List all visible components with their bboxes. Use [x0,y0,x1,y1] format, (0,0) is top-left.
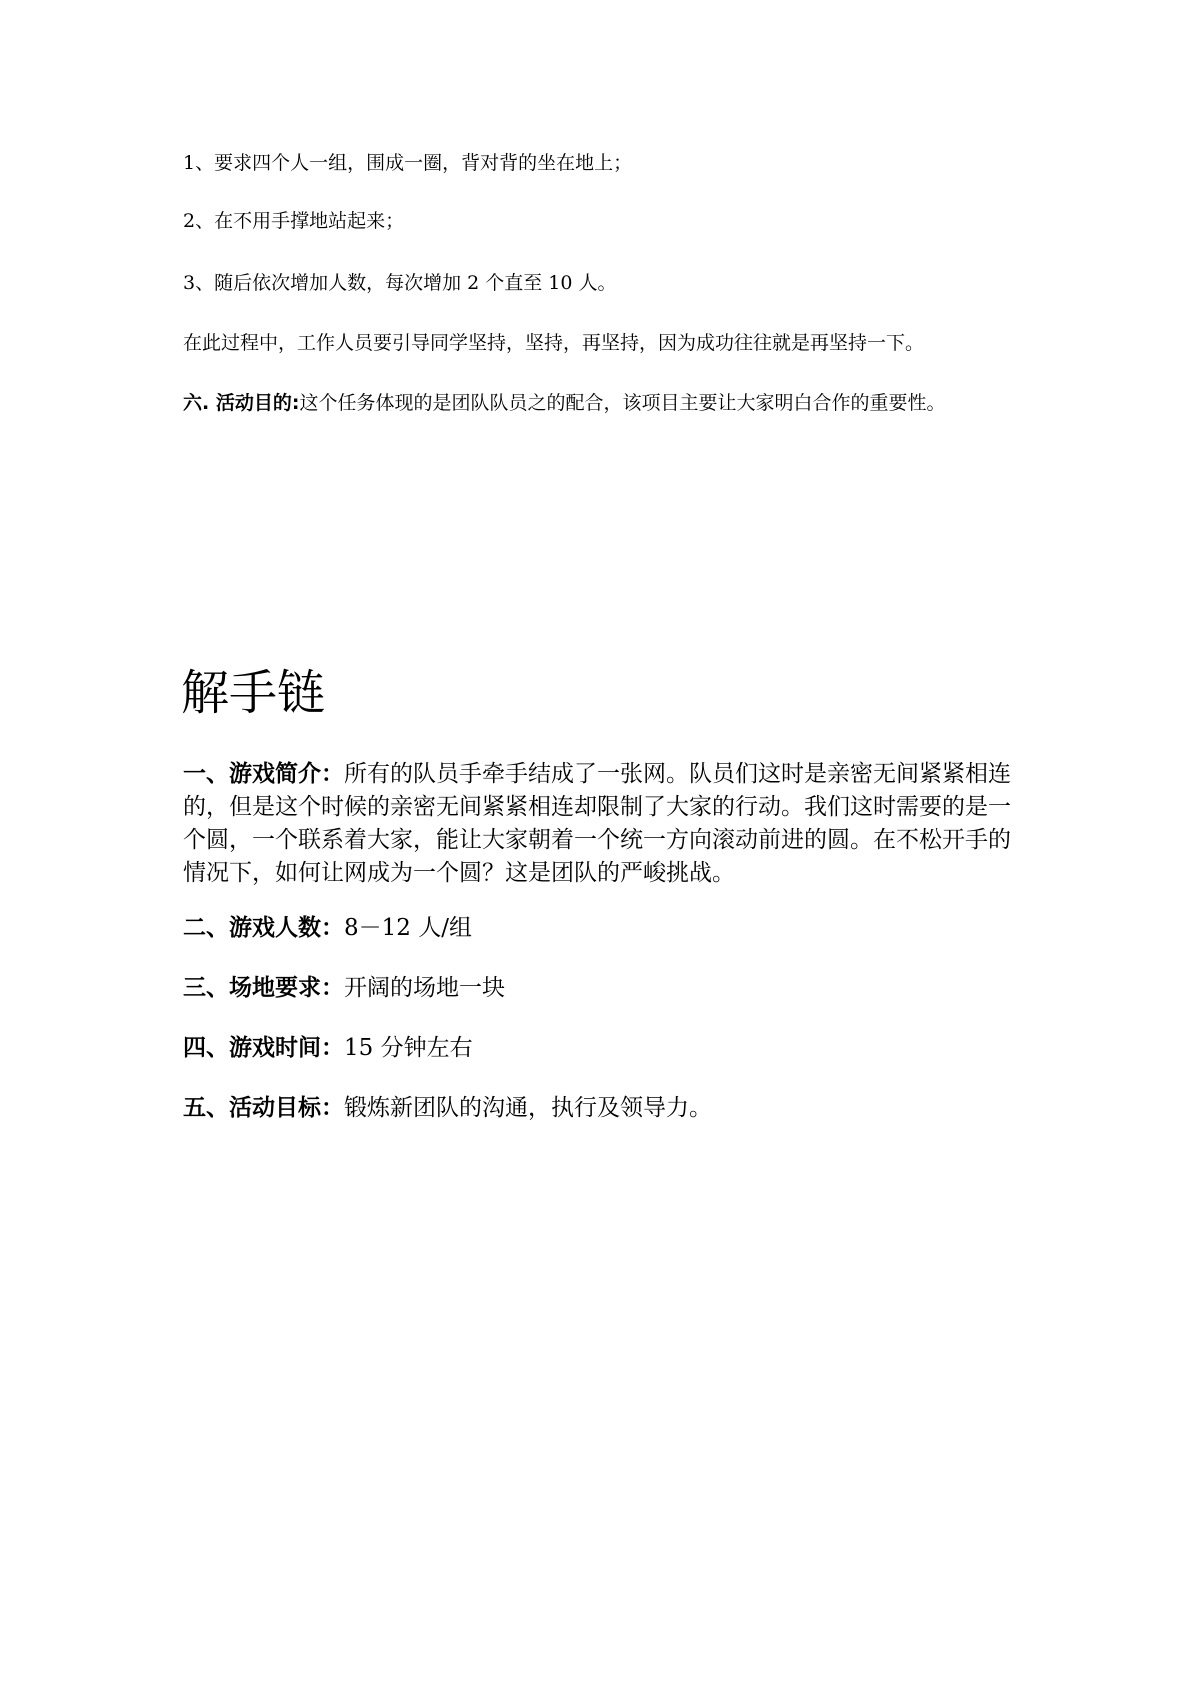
goal-text: 锻炼新团队的沟通，执行及领导力。 [344,1095,712,1121]
time-text: 15 分钟左右 [344,1035,473,1061]
step-1: 1、要求四个人一组，围成一圈，背对背的坐在地上； [183,152,633,174]
goal-line [183,1092,1033,1125]
players-label: 二、游戏人数： [183,915,344,941]
venue-label: 三、场地要求： [183,975,344,1001]
time-line [183,1032,1033,1065]
purpose-text: 这个任务体现的是团队队员之的配合，该项目主要让大家明白合作的重要性。 [299,392,946,414]
section-title: 解手链 [181,665,326,721]
intro-paragraph [183,758,1028,890]
intro-text: 所有的队员手牵手结成了一张网。队员们这时是亲密无间紧紧相连的，但是这个时候的亲密无间紧紧相连却限制了大家的行动。我们这时需要的是一个圆，一个联系着大家，能让大家朝着一个统一方向滚动前进的圆。在不松开手的情况下，如何让网成为一个圆？这是团队的严峻挑战。 [183,761,1011,886]
note-paragraph: 在此过程中，工作人员要引导同学坚持，坚持，再坚持，因为成功往往就是再坚持一下。 [183,332,925,354]
players-line [183,912,1033,945]
venue-line [183,972,1033,1005]
players-text: 8－12 人/组 [344,915,472,941]
step-2: 2、在不用手撑地站起来； [183,210,405,232]
goal-label: 五、活动目标： [183,1095,344,1121]
purpose-line [183,390,945,416]
intro-label: 一、游戏简介： [183,761,344,787]
time-label: 四、游戏时间： [183,1035,344,1061]
venue-text: 开阔的场地一块 [344,975,505,1001]
step-3: 3、随后依次增加人数，每次增加 2 个直至 10 人。 [183,272,617,294]
purpose-label: 六. 活动目的: [183,392,300,414]
